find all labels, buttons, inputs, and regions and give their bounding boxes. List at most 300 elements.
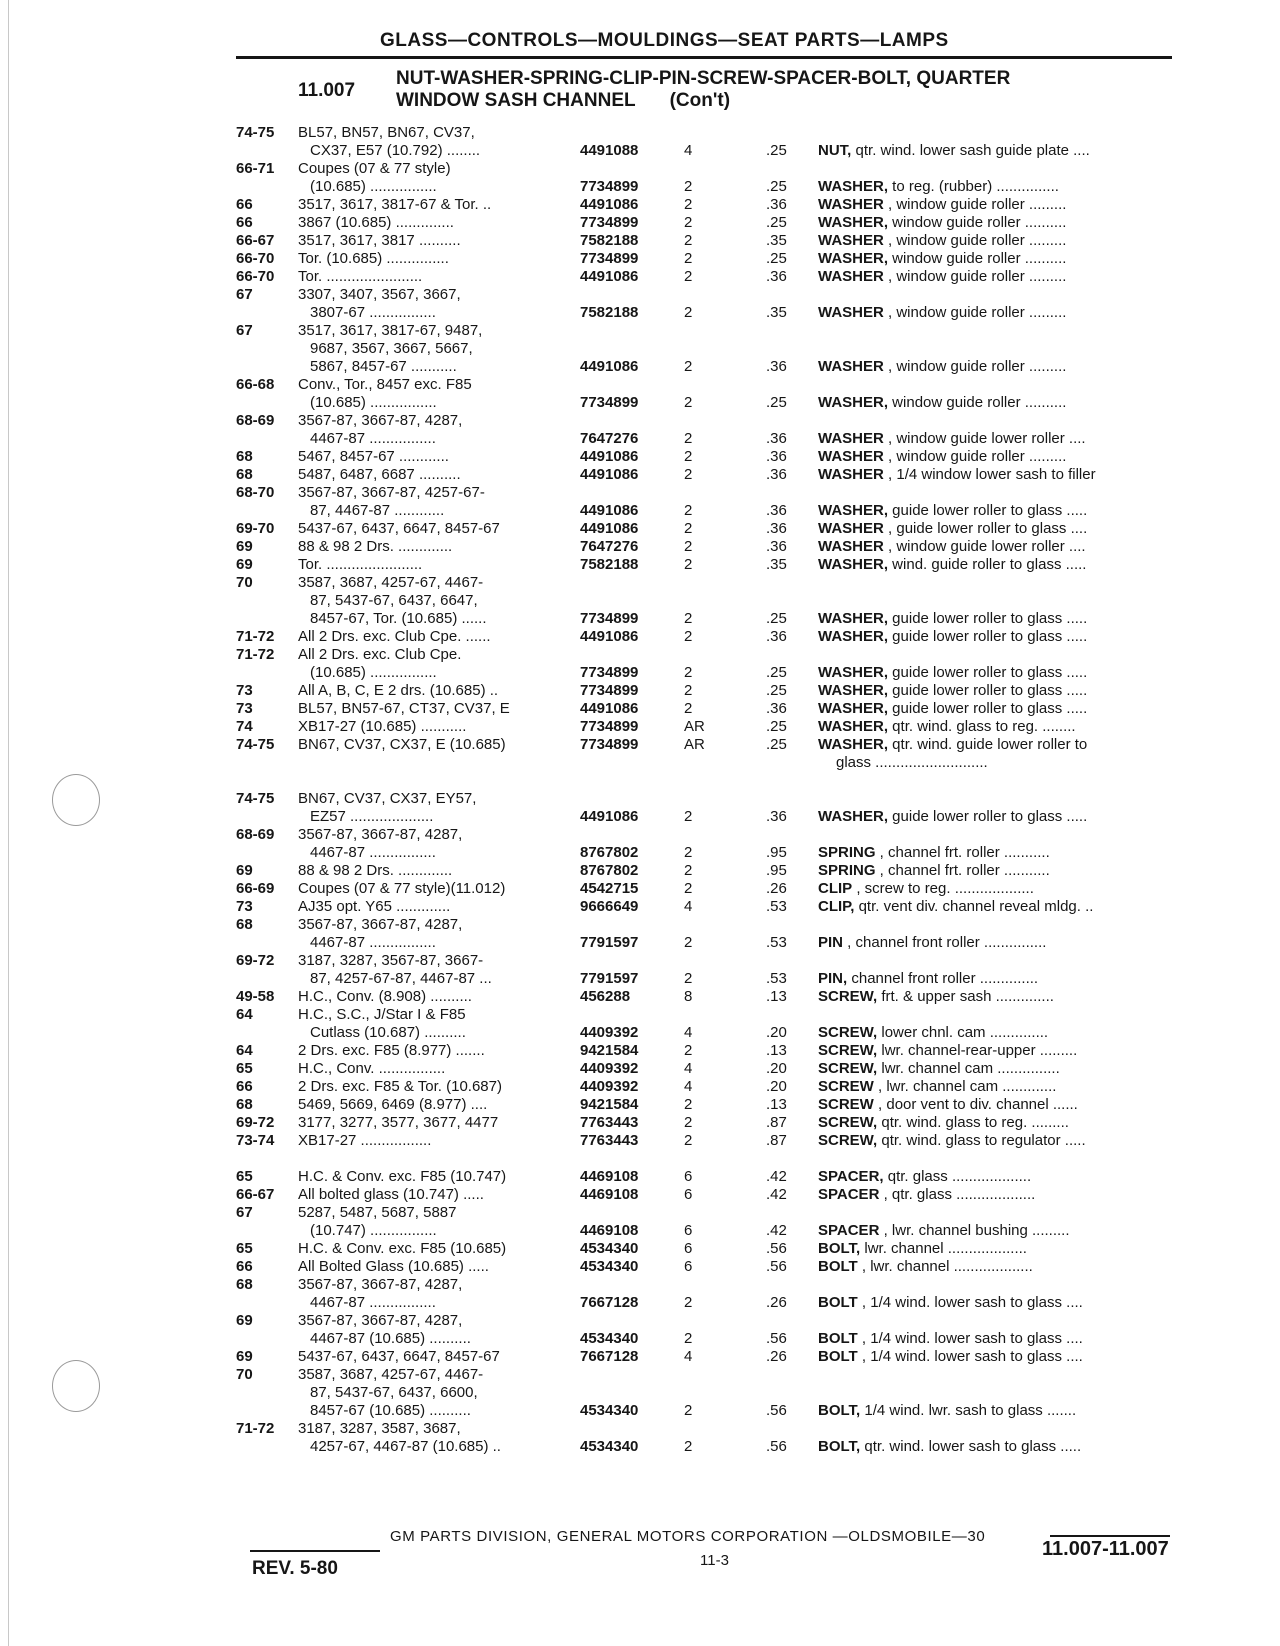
quantity: 8 <box>684 988 693 1005</box>
part-name-detail: lwr. channel ................... <box>860 1240 1027 1257</box>
part-name <box>818 1438 1198 1456</box>
part-name <box>818 1078 1198 1096</box>
quantity: 2 <box>684 664 693 681</box>
description-line: 2 Drs. exc. F85 & Tor. (10.687) <box>298 1078 502 1095</box>
part-name-detail: , window guide roller ......... <box>883 232 1067 249</box>
part-name-keyword: WASHER, <box>818 700 889 717</box>
application-description <box>298 1420 580 1456</box>
footer-page-number: 11-3 <box>700 1552 729 1569</box>
quantity: 2 <box>684 934 693 951</box>
application-description <box>298 790 580 826</box>
part-name-detail: lwr. channel cam ............... <box>877 1060 1060 1077</box>
quantity: 2 <box>684 1330 693 1347</box>
price: .36 <box>766 538 787 555</box>
part-name-keyword: WASHER <box>818 196 884 213</box>
price: .25 <box>766 142 787 159</box>
part-name-keyword: SPACER, <box>818 1168 884 1185</box>
part-number: 7647276 <box>580 538 639 555</box>
part-number: 7791597 <box>580 970 639 987</box>
price: .36 <box>766 808 787 825</box>
part-name-keyword: BOLT <box>818 1294 858 1311</box>
description-line: 3177, 3277, 3577, 3677, 4477 <box>298 1114 499 1131</box>
application-description <box>298 520 580 538</box>
part-number: 4534340 <box>580 1240 639 1257</box>
part-name-keyword: WASHER, <box>818 718 889 735</box>
description-line: 3567-87, 3667-87, 4287, <box>298 826 463 843</box>
model-year: 71-72 <box>236 628 275 645</box>
quantity: 2 <box>684 1114 693 1131</box>
price: .25 <box>766 250 787 267</box>
part-name <box>818 664 1198 682</box>
price: .25 <box>766 394 787 411</box>
price: .87 <box>766 1132 787 1149</box>
quantity: 2 <box>684 466 693 483</box>
application-description <box>298 1114 580 1132</box>
part-number: 4542715 <box>580 880 639 897</box>
description-line: H.C., Conv. ................ <box>298 1060 446 1077</box>
price: .56 <box>766 1240 787 1257</box>
price: .13 <box>766 1042 787 1059</box>
part-name-detail: lower chnl. cam .............. <box>877 1024 1049 1041</box>
part-name-detail: , channel frt. roller ........... <box>875 862 1050 879</box>
part-number: 9421584 <box>580 1096 639 1113</box>
part-name-detail: , window guide lower roller .... <box>883 538 1086 555</box>
part-name-keyword: WASHER <box>818 520 884 537</box>
model-year: 71-72 <box>236 646 275 663</box>
part-name-detail-continued: glass ........................... <box>836 754 988 771</box>
price: .25 <box>766 178 787 195</box>
application-description <box>298 1096 580 1114</box>
description-line: (10.747) ................ <box>310 1222 437 1239</box>
model-year: 66-68 <box>236 376 275 393</box>
part-name-keyword: PIN, <box>818 970 848 987</box>
price: .36 <box>766 196 787 213</box>
part-name-keyword: WASHER, <box>818 502 889 519</box>
part-name <box>818 610 1198 628</box>
description-line: 87, 5437-67, 6437, 6600, <box>310 1384 478 1401</box>
part-name <box>818 358 1198 376</box>
part-name-keyword: BOLT <box>818 1330 858 1347</box>
part-name-detail: guide lower roller to glass ..... <box>888 682 1088 699</box>
price: .26 <box>766 880 787 897</box>
model-year: 69 <box>236 556 253 573</box>
quantity: 2 <box>684 628 693 645</box>
model-year: 70 <box>236 1366 253 1383</box>
price: .25 <box>766 610 787 627</box>
price: .13 <box>766 988 787 1005</box>
description-line: 88 & 98 2 Drs. ............. <box>298 862 453 879</box>
part-name-detail: guide lower roller to glass ..... <box>888 700 1088 717</box>
application-description <box>298 952 580 988</box>
part-number: 4491086 <box>580 520 639 537</box>
part-name <box>818 1168 1198 1186</box>
part-name <box>818 142 1198 160</box>
part-name-detail: qtr. wind. lower sash to glass ..... <box>860 1438 1082 1455</box>
application-description <box>298 376 580 412</box>
price: .36 <box>766 466 787 483</box>
part-name-detail: guide lower roller to glass ..... <box>888 664 1088 681</box>
section-continued: (Con't) <box>669 90 731 111</box>
quantity: 2 <box>684 880 693 897</box>
part-name <box>818 1402 1198 1420</box>
application-description <box>298 1312 580 1348</box>
model-year: 65 <box>236 1168 253 1185</box>
description-line: 3567-87, 3667-87, 4287, <box>298 1276 463 1293</box>
part-number: 9421584 <box>580 1042 639 1059</box>
model-year: 66-67 <box>236 232 275 249</box>
description-line: 3307, 3407, 3567, 3667, <box>298 286 461 303</box>
part-number: 4491086 <box>580 502 639 519</box>
part-number: 7582188 <box>580 304 639 321</box>
description-line: 3867 (10.685) .............. <box>298 214 454 231</box>
part-name <box>818 268 1198 286</box>
part-name-keyword: WASHER <box>818 268 884 285</box>
application-description <box>298 268 580 286</box>
model-year: 66 <box>236 214 253 231</box>
part-name-detail: , window guide roller ......... <box>883 196 1067 213</box>
part-number: 4491086 <box>580 448 639 465</box>
description-line: XB17-27 (10.685) ........... <box>298 718 467 735</box>
part-name <box>818 1348 1198 1366</box>
part-name-detail: lwr. channel-rear-upper ......... <box>877 1042 1078 1059</box>
model-year: 73 <box>236 700 253 717</box>
quantity: 6 <box>684 1222 693 1239</box>
price: .20 <box>766 1060 787 1077</box>
part-name-keyword: SCREW, <box>818 1060 878 1077</box>
description-line: Tor. ....................... <box>298 556 423 573</box>
price: .56 <box>766 1330 787 1347</box>
part-name-detail: window guide roller .......... <box>888 394 1067 411</box>
footer-rule-left <box>250 1550 380 1552</box>
description-line: H.C. & Conv. exc. F85 (10.747) <box>298 1168 507 1185</box>
quantity: 2 <box>684 232 693 249</box>
part-name <box>818 178 1198 196</box>
part-number: 7734899 <box>580 394 639 411</box>
description-line: 87, 5437-67, 6437, 6647, <box>310 592 478 609</box>
model-year: 68 <box>236 916 253 933</box>
part-name <box>818 520 1198 538</box>
part-name <box>818 1258 1198 1276</box>
application-description <box>298 466 580 484</box>
part-name-detail: to reg. (rubber) ............... <box>888 178 1059 195</box>
description-line: 3567-87, 3667-87, 4257-67- <box>298 484 485 501</box>
part-name-keyword: WASHER, <box>818 214 889 231</box>
description-line: All A, B, C, E 2 drs. (10.685) .. <box>298 682 499 699</box>
part-number: 7647276 <box>580 430 639 447</box>
part-name-detail: , qtr. glass ................... <box>879 1186 1036 1203</box>
model-year: 66-70 <box>236 268 275 285</box>
quantity: 2 <box>684 502 693 519</box>
model-year: 68 <box>236 1276 253 1293</box>
part-name-detail: , 1/4 window lower sash to filler <box>883 466 1096 483</box>
quantity: 4 <box>684 1060 693 1077</box>
price: .36 <box>766 700 787 717</box>
description-line: BN67, CV37, CX37, E (10.685) <box>298 736 506 753</box>
description-line: H.C., S.C., J/Star I & F85 <box>298 1006 466 1023</box>
part-number: 4491088 <box>580 142 639 159</box>
description-line: 5467, 8457-67 ............ <box>298 448 449 465</box>
part-number: 7734899 <box>580 682 639 699</box>
part-name-keyword: SPACER <box>818 1222 880 1239</box>
part-name-detail: , window guide roller ......... <box>883 448 1067 465</box>
model-year: 64 <box>236 1042 253 1059</box>
part-name <box>818 250 1198 268</box>
description-line: 3567-87, 3667-87, 4287, <box>298 1312 463 1329</box>
model-year: 68 <box>236 1096 253 1113</box>
price: .36 <box>766 502 787 519</box>
application-description <box>298 1186 580 1204</box>
application-description <box>298 880 580 898</box>
part-name-detail: , door vent to div. channel ...... <box>873 1096 1078 1113</box>
model-year: 65 <box>236 1240 253 1257</box>
description-line: 4467-87 ................ <box>310 430 436 447</box>
part-name <box>818 304 1198 322</box>
price: .36 <box>766 520 787 537</box>
part-name-detail: , lwr. channel cam ............. <box>873 1078 1057 1095</box>
part-name-detail: guide lower roller to glass ..... <box>888 502 1088 519</box>
application-description <box>298 250 580 268</box>
part-name-keyword: WASHER, <box>818 736 889 753</box>
part-name-keyword: WASHER, <box>818 808 889 825</box>
application-description <box>298 1258 580 1276</box>
part-name-detail: , lwr. channel ................... <box>857 1258 1033 1275</box>
price: .25 <box>766 682 787 699</box>
part-name-detail: , channel front roller ............... <box>843 934 1047 951</box>
description-line: Cutlass (10.687) .......... <box>310 1024 466 1041</box>
part-name-keyword: NUT, <box>818 142 852 159</box>
price: .95 <box>766 862 787 879</box>
part-name-keyword: WASHER <box>818 430 884 447</box>
quantity: 2 <box>684 1402 693 1419</box>
part-number: 7667128 <box>580 1294 639 1311</box>
part-number: 456288 <box>580 988 631 1005</box>
price: .56 <box>766 1258 787 1275</box>
model-year: 66 <box>236 1258 253 1275</box>
model-year: 71-72 <box>236 1420 275 1437</box>
part-name-detail: guide lower roller to glass ..... <box>888 610 1088 627</box>
part-name <box>818 880 1198 898</box>
model-year: 66-70 <box>236 250 275 267</box>
part-name-keyword: SCREW, <box>818 1024 878 1041</box>
description-line: 9687, 3567, 3667, 5667, <box>310 340 473 357</box>
quantity: 4 <box>684 1348 693 1365</box>
price: .36 <box>766 430 787 447</box>
quantity: 2 <box>684 538 693 555</box>
part-name <box>818 1294 1198 1312</box>
description-line: 8457-67 (10.685) .......... <box>310 1402 471 1419</box>
description-line: 5469, 5669, 6469 (8.977) .... <box>298 1096 488 1113</box>
description-line: 88 & 98 2 Drs. ............. <box>298 538 453 555</box>
application-description <box>298 1060 580 1078</box>
application-description <box>298 1204 580 1240</box>
price: .35 <box>766 232 787 249</box>
part-name <box>818 700 1198 718</box>
part-number: 7667128 <box>580 1348 639 1365</box>
part-number: 4534340 <box>580 1258 639 1275</box>
quantity: 2 <box>684 556 693 573</box>
application-description <box>298 286 580 322</box>
part-name-detail: , window guide roller ......... <box>883 268 1067 285</box>
description-line: 2 Drs. exc. F85 (8.977) ....... <box>298 1042 485 1059</box>
price: .25 <box>766 214 787 231</box>
part-name-detail: window guide roller .......... <box>888 214 1067 231</box>
application-description <box>298 826 580 862</box>
quantity: 2 <box>684 178 693 195</box>
description-line: All Bolted Glass (10.685) ..... <box>298 1258 489 1275</box>
description-line: 4467-87 ................ <box>310 844 436 861</box>
application-description <box>298 628 580 646</box>
part-number: 7734899 <box>580 214 639 231</box>
model-year: 68 <box>236 466 253 483</box>
part-number: 9666649 <box>580 898 639 915</box>
application-description <box>298 556 580 574</box>
part-name <box>818 1042 1198 1060</box>
part-number: 4469108 <box>580 1186 639 1203</box>
part-number: 4491086 <box>580 268 639 285</box>
part-name <box>818 808 1198 826</box>
application-description <box>298 124 580 160</box>
part-name <box>818 1060 1198 1078</box>
part-name-keyword: SPRING <box>818 862 876 879</box>
part-name-keyword: WASHER, <box>818 664 889 681</box>
application-description <box>298 1366 580 1420</box>
part-name <box>818 1240 1198 1258</box>
part-name-detail: channel front roller .............. <box>847 970 1039 987</box>
part-name <box>818 1114 1198 1132</box>
part-name <box>818 1024 1198 1042</box>
quantity: 2 <box>684 214 693 231</box>
description-line: CX37, E57 (10.792) ........ <box>310 142 481 159</box>
price: .56 <box>766 1438 787 1455</box>
description-line: 3587, 3687, 4257-67, 4467- <box>298 574 484 591</box>
part-name <box>818 1330 1198 1348</box>
price: .20 <box>766 1078 787 1095</box>
part-name-keyword: SCREW, <box>818 1114 878 1131</box>
part-name-detail: wind. guide roller to glass ..... <box>888 556 1087 573</box>
part-name-keyword: PIN <box>818 934 844 951</box>
part-name <box>818 1132 1198 1150</box>
section-title-line1: NUT-WASHER-SPRING-CLIP-PIN-SCREW-SPACER-BOLT, QUARTER <box>396 68 1011 89</box>
application-description <box>298 1078 580 1096</box>
price: .35 <box>766 556 787 573</box>
part-name-keyword: WASHER, <box>818 682 889 699</box>
quantity: 2 <box>684 1132 693 1149</box>
part-name-keyword: SPACER <box>818 1186 880 1203</box>
application-description <box>298 232 580 250</box>
model-year: 68-70 <box>236 484 275 501</box>
part-name <box>818 682 1198 700</box>
description-line: 5437-67, 6437, 6647, 8457-67 <box>298 1348 500 1365</box>
model-year: 69-70 <box>236 520 275 537</box>
description-line: BN67, CV37, CX37, EY57, <box>298 790 477 807</box>
quantity: 2 <box>684 304 693 321</box>
description-line: Coupes (07 & 77 style)(11.012) <box>298 880 506 897</box>
description-line: 87, 4467-87 ............ <box>310 502 445 519</box>
description-line: AJ35 opt. Y65 ............. <box>298 898 451 915</box>
price: .26 <box>766 1294 787 1311</box>
price: .20 <box>766 1024 787 1041</box>
part-name-keyword: WASHER, <box>818 628 889 645</box>
part-name-keyword: SPRING <box>818 844 876 861</box>
description-line: EZ57 .................... <box>310 808 434 825</box>
application-description <box>298 898 580 916</box>
application-description <box>298 412 580 448</box>
part-name-detail: , 1/4 wind. lower sash to glass .... <box>857 1330 1083 1347</box>
part-name-keyword: CLIP <box>818 880 853 897</box>
quantity: 2 <box>684 1096 693 1113</box>
model-year: 67 <box>236 286 253 303</box>
model-year: 74-75 <box>236 736 275 753</box>
model-year: 73-74 <box>236 1132 275 1149</box>
model-year: 73 <box>236 898 253 915</box>
part-number: 4491086 <box>580 700 639 717</box>
model-year: 70 <box>236 574 253 591</box>
description-line: 4257-67, 4467-87 (10.685) .. <box>310 1438 501 1455</box>
price: .53 <box>766 970 787 987</box>
price: .35 <box>766 304 787 321</box>
part-name-detail: qtr. wind. lower sash guide plate .... <box>851 142 1090 159</box>
part-name-detail: window guide roller .......... <box>888 250 1067 267</box>
quantity: 2 <box>684 358 693 375</box>
quantity: 4 <box>684 1078 693 1095</box>
part-name <box>818 718 1198 736</box>
quantity: 2 <box>684 520 693 537</box>
price: .36 <box>766 268 787 285</box>
description-line: 4467-87 ................ <box>310 934 436 951</box>
description-line: 5487, 6487, 6687 .......... <box>298 466 461 483</box>
part-name <box>818 934 1198 952</box>
price: .56 <box>766 1402 787 1419</box>
part-name-keyword: BOLT, <box>818 1240 861 1257</box>
page-title: GLASS—CONTROLS—MOULDINGS—SEAT PARTS—LAMPS <box>380 30 949 51</box>
part-name <box>818 214 1198 232</box>
part-name <box>818 430 1198 448</box>
part-name <box>818 1096 1198 1114</box>
part-number: 4491086 <box>580 808 639 825</box>
part-number: 7734899 <box>580 718 639 735</box>
part-number: 4409392 <box>580 1060 639 1077</box>
footer-revision: REV. 5-80 <box>252 1558 338 1579</box>
description-line: BL57, BN57, BN67, CV37, <box>298 124 475 141</box>
quantity: 2 <box>684 430 693 447</box>
part-name-detail: , window guide lower roller .... <box>883 430 1086 447</box>
application-description <box>298 538 580 556</box>
part-number: 4469108 <box>580 1222 639 1239</box>
part-name-keyword: WASHER, <box>818 556 889 573</box>
price: .36 <box>766 448 787 465</box>
model-year: 73 <box>236 682 253 699</box>
price: .95 <box>766 844 787 861</box>
model-year: 68-69 <box>236 826 275 843</box>
part-name-keyword: WASHER <box>818 466 884 483</box>
model-year: 64 <box>236 1006 253 1023</box>
model-year: 49-58 <box>236 988 275 1005</box>
part-name <box>818 1222 1198 1240</box>
part-name <box>818 988 1198 1006</box>
description-line: (10.685) ................ <box>310 178 437 195</box>
quantity: 2 <box>684 844 693 861</box>
part-name <box>818 736 1198 772</box>
application-description <box>298 718 580 736</box>
application-description <box>298 574 580 628</box>
part-number: 7734899 <box>580 664 639 681</box>
quantity: 6 <box>684 1258 693 1275</box>
description-line: 3567-87, 3667-87, 4287, <box>298 916 463 933</box>
description-line: 3187, 3287, 3567-87, 3667- <box>298 952 484 969</box>
price: .36 <box>766 628 787 645</box>
application-description <box>298 484 580 520</box>
model-year: 66-67 <box>236 1186 275 1203</box>
